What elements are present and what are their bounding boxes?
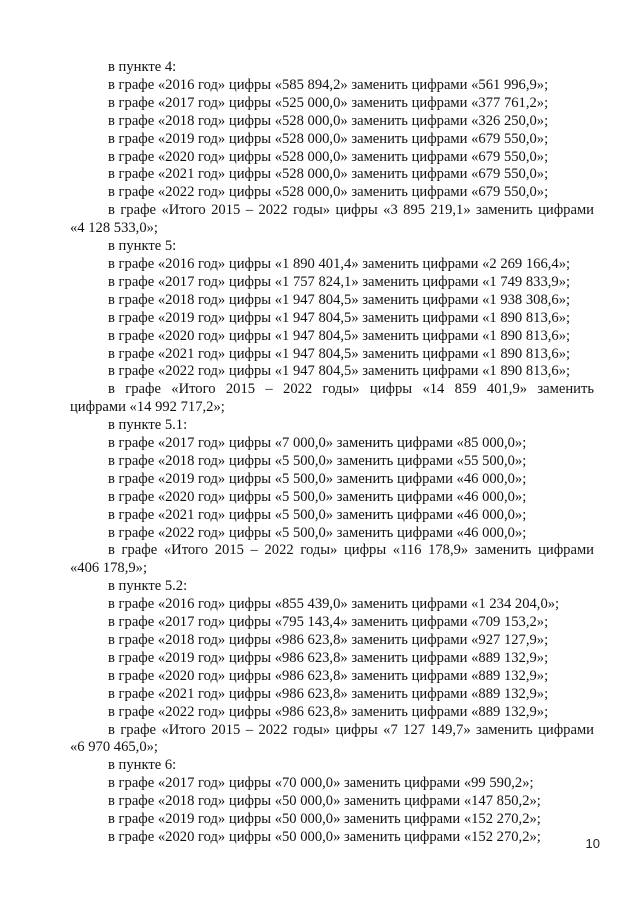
text-line: «406 178,9»; [70,560,148,577]
text-line: в графе «2018 год» цифры «528 000,0» заменить цифрами «326 250,0»; [108,112,549,129]
text-line: в графе «2020 год» цифры «5 500,0» заменить цифрами «46 000,0»; [108,488,527,505]
document-body [70,59,594,847]
text-line: в пункте 5: [108,238,177,255]
text-line: в графе «2021 год» цифры «986 623,8» заменить цифрами «889 132,9»; [108,685,549,702]
text-line: в графе «2019 год» цифры «528 000,0» заменить цифрами «679 550,0»; [108,130,549,147]
text-line: в графе «2019 год» цифры «986 623,8» заменить цифрами «889 132,9»; [108,649,549,666]
text-line: в пункте 4: [108,59,177,75]
text-line: в пункте 5.2: [108,578,188,595]
text-line: в графе «Итого 2015 – 2022 годы» цифры «7 127 149,7» заменить цифрами [108,721,594,738]
text-line: в графе «2019 год» цифры «1 947 804,5» заменить цифрами «1 890 813,6»; [108,309,571,326]
text-line: в графе «2019 год» цифры «5 500,0» заменить цифрами «46 000,0»; [108,470,527,487]
text-line: в графе «2018 год» цифры «1 947 804,5» заменить цифрами «1 938 308,6»; [108,291,571,308]
text-line: в графе «2017 год» цифры «7 000,0» заменить цифрами «85 000,0»; [108,435,527,452]
text-line: в графе «2017 год» цифры «795 143,4» заменить цифрами «709 153,2»; [108,614,549,631]
text-line: в графе «Итого 2015 – 2022 годы» цифры «14 859 401,9» заменить [108,381,594,398]
text-line: в графе «2017 год» цифры «525 000,0» заменить цифрами «377 761,2»; [108,94,549,111]
text-line: в графе «2021 год» цифры «528 000,0» заменить цифрами «679 550,0»; [108,166,549,183]
text-line: в пункте 6: [108,757,177,774]
text-line: «6 970 465,0»; [70,739,158,756]
text-line: в графе «2017 год» цифры «70 000,0» заменить цифрами «99 590,2»; [108,775,534,792]
text-line: в графе «2021 год» цифры «1 947 804,5» заменить цифрами «1 890 813,6»; [108,345,571,362]
text-line: в графе «2020 год» цифры «986 623,8» заменить цифрами «889 132,9»; [108,667,549,684]
text-line: в графе «2022 год» цифры «528 000,0» заменить цифрами «679 550,0»; [108,184,549,201]
text-line: в графе «2019 год» цифры «50 000,0» заменить цифрами «152 270,2»; [108,811,541,828]
text-line: в графе «2018 год» цифры «50 000,0» заменить цифрами «147 850,2»; [108,793,541,810]
text-line: в графе «2021 год» цифры «5 500,0» заменить цифрами «46 000,0»; [108,506,527,523]
text-line: в графе «2022 год» цифры «5 500,0» заменить цифрами «46 000,0»; [108,524,527,541]
text-line: в графе «2016 год» цифры «585 894,2» заменить цифрами «561 996,9»; [108,76,549,93]
text-line: в графе «2020 год» цифры «50 000,0» заменить цифрами «152 270,2»; [108,828,541,845]
text-line: в графе «Итого 2015 – 2022 годы» цифры «116 178,9» заменить цифрами [108,542,594,559]
text-line: в графе «Итого 2015 – 2022 годы» цифры «3 895 219,1» заменить цифрами [108,202,594,219]
text-line: в графе «2016 год» цифры «1 890 401,4» заменить цифрами «2 269 166,4»; [108,255,571,272]
text-line: в графе «2018 год» цифры «986 623,8» заменить цифрами «927 127,9»; [108,632,549,648]
text-line: в графе «2022 год» цифры «1 947 804,5» заменить цифрами «1 890 813,6»; [108,363,571,380]
text-line: «4 128 533,0»; [70,220,158,237]
text-line: в графе «2016 год» цифры «855 439,0» заменить цифрами «1 234 204,0»; [108,596,560,613]
text-line: в графе «2020 год» цифры «1 947 804,5» заменить цифрами «1 890 813,6»; [108,327,571,344]
text-line: в пункте 5.1: [108,417,188,434]
text-line: цифрами «14 992 717,2»; [70,399,225,416]
text-line: в графе «2017 год» цифры «1 757 824,1» заменить цифрами «1 749 833,9»; [108,273,571,290]
text-line: в графе «2018 год» цифры «5 500,0» заменить цифрами «55 500,0»; [108,452,527,469]
page-number: 10 [585,836,600,851]
text-line: в графе «2020 год» цифры «528 000,0» заменить цифрами «679 550,0»; [108,148,549,165]
text-line: в графе «2022 год» цифры «986 623,8» заменить цифрами «889 132,9»; [108,703,549,720]
